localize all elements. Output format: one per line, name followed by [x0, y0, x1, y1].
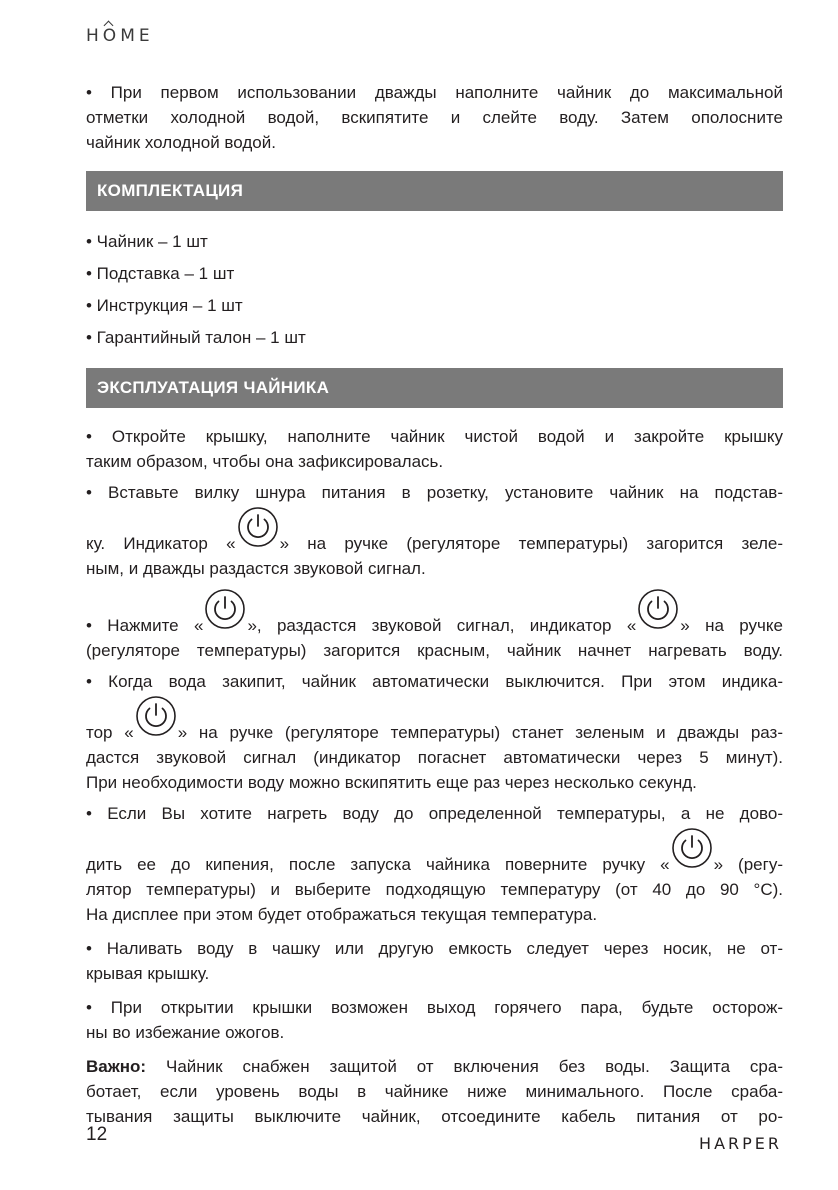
- text-fragment: » на ручке (регуляторе температуры) станет зеленым и дважды раз-: [177, 723, 784, 742]
- operation-paragraph-1: [86, 424, 783, 474]
- power-icon: [134, 713, 178, 738]
- operation-paragraph-2: [86, 480, 783, 581]
- list-item: • Гарантийный талон – 1 шт: [86, 328, 306, 347]
- text-fragment: дить ее до кипения, после запуска чайника поверните ручку «: [86, 855, 670, 874]
- operation-paragraph-6: [86, 936, 783, 986]
- text-line: • Откройте крышку, наполните чайник чистой водой и закройте крышку: [86, 427, 783, 446]
- text-line: дастся звуковой сигнал (индикатор погаснет автоматически через 5 минут).: [86, 748, 783, 767]
- text-line: ны во избежание ожогов.: [86, 1023, 285, 1042]
- section-heading-operation: ЭКСПЛУАТАЦИЯ ЧАЙНИКА: [86, 368, 783, 408]
- section-heading-contents: КОМПЛЕКТАЦИЯ: [86, 171, 783, 211]
- text-line: таким образом, чтобы она зафиксировалась.: [86, 452, 444, 471]
- important-paragraph: [86, 1054, 783, 1129]
- text-line: На дисплее при этом будет отображаться текущая температура.: [86, 905, 598, 924]
- intro-paragraph: [86, 80, 783, 155]
- text-fragment: Чайник снабжен защитой от включения без воды. Защита сра-: [146, 1057, 783, 1076]
- text-fragment: ку. Индикатор «: [86, 534, 236, 553]
- text-line: [86, 713, 783, 745]
- text-fragment: тор «: [86, 723, 134, 742]
- text-fragment: » на ручке: [680, 616, 783, 635]
- power-icon: [203, 606, 247, 631]
- text-fragment: » на ручке (регуляторе температуры) загорится зеле-: [279, 534, 783, 553]
- text-line: тывания защиты выключите чайник, отсоедините кабель питания от ро-: [86, 1107, 783, 1126]
- text-line: • При первом использовании дважды наполните чайник до максимальной: [86, 83, 783, 102]
- text-line: ным, и дважды раздастся звуковой сигнал.: [86, 559, 426, 578]
- text-line: [86, 524, 783, 556]
- page-number: 12: [86, 1124, 108, 1145]
- operation-paragraph-5: [86, 801, 783, 927]
- text-line: При необходимости воду можно вскипятить еще раз через несколько секунд.: [86, 773, 697, 792]
- text-line: лятор температуры) и выберите подходящую температуру (от 40 до 90 °С).: [86, 880, 783, 899]
- text-line: [86, 606, 783, 638]
- text-line: • Если Вы хотите нагреть воду до определенной температуры, а не дово-: [86, 804, 783, 823]
- text-line: • При открытии крышки возможен выход горячего пара, будьте осторож-: [86, 998, 783, 1017]
- list-item: • Подставка – 1 шт: [86, 264, 235, 283]
- logo-letter-h: H: [86, 26, 103, 46]
- text-line: • Вставьте вилку шнура питания в розетку, установите чайник на подстав-: [86, 483, 783, 502]
- list-item: • Чайник – 1 шт: [86, 232, 208, 251]
- list-item: • Инструкция – 1 шт: [86, 296, 243, 315]
- brand-logo: HARPER: [699, 1134, 782, 1153]
- text-fragment: • Нажмите «: [86, 616, 204, 635]
- text-line: отметки холодной водой, вскипятите и слейте воду. Затем ополосните: [86, 108, 783, 127]
- text-line: чайник холодной водой.: [86, 133, 276, 152]
- contents-list: [86, 226, 783, 354]
- text-line: • Наливать воду в чашку или другую емкость следует через носик, не от-: [86, 939, 783, 958]
- text-line: крывая крышку.: [86, 964, 210, 983]
- important-label: Важно:: [86, 1057, 147, 1076]
- home-logo: [86, 26, 154, 46]
- page-content: [86, 80, 783, 1129]
- power-icon: [670, 845, 714, 870]
- power-icon: [636, 606, 680, 631]
- text-fragment: », раздастся звуковой сигнал, индикатор «: [247, 616, 637, 635]
- text-line: [86, 1054, 783, 1079]
- text-line: (регуляторе температуры) загорится красным, чайник начнет нагревать воду.: [86, 641, 783, 660]
- logo-letters-me: ME: [120, 26, 154, 46]
- logo-roof-o: O: [102, 26, 121, 46]
- text-line: [86, 845, 783, 877]
- operation-paragraph-4: [86, 669, 783, 795]
- text-line: • Когда вода закипит, чайник автоматически выключится. При этом индика-: [86, 672, 783, 691]
- text-line: ботает, если уровень воды в чайнике ниже минимального. После сраба-: [86, 1082, 783, 1101]
- operation-paragraph-7: [86, 995, 783, 1045]
- operation-paragraph-3: [86, 606, 783, 663]
- power-icon: [236, 524, 280, 549]
- text-fragment: » (регу-: [713, 855, 783, 874]
